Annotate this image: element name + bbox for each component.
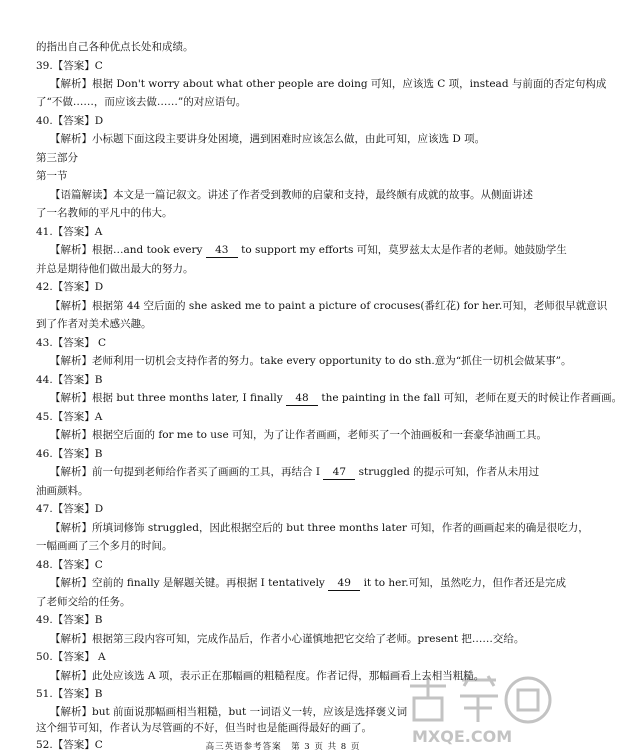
question-40-explanation: 【解析】小标题下面这段主要讲身处困境，遇到困难时应该怎么做，由此可知，应该选 D 项。 [50, 133, 486, 145]
question-42-answer: 42.【答案】D [36, 281, 104, 293]
text-line: 了“不做……，而应该去做……”的对应语句。 [36, 96, 247, 108]
section-title: 第三部分 [36, 152, 78, 164]
question-52-answer: 52.【答案】C [36, 739, 103, 751]
text-segment: the painting in the fall 可知，老师在夏天的时候让作者画画。 [321, 392, 622, 404]
svg-text:MXQE.COM: MXQE.COM [412, 727, 513, 746]
question-49-answer: 49.【答案】B [36, 614, 103, 626]
question-51-answer: 51.【答案】B [36, 688, 103, 700]
question-48-explanation [50, 576, 566, 591]
text-line: 到了作者对美术感兴趣。 [36, 318, 152, 330]
question-39-explanation: 【解析】根据 Don't worry about what other people are doing 可知，应该选 C 项，instead 与前面的否定句构成 [50, 78, 607, 90]
text-segment: 【解析】根据 but three months later, I finally [50, 392, 283, 404]
text-segment: 【解析】空前的 finally 是解题关键。再根据 I tentatively [50, 577, 325, 589]
text-line: 并总是期待他们做出最大的努力。 [36, 263, 194, 275]
page-footer: 高三英语参考答案 第 3 页 共 8 页 [205, 742, 361, 752]
question-39-answer: 39.【答案】C [36, 60, 103, 72]
question-46-answer: 46.【答案】B [36, 448, 103, 460]
question-41-answer: 41.【答案】A [36, 226, 103, 238]
text-segment: it to her.可知，虽然吃力，但作者还是完成 [363, 577, 567, 589]
blank-43: 43 [206, 243, 238, 258]
question-44-explanation [50, 391, 622, 406]
text-segment: struggled 的提示可知，作者从未用过 [358, 466, 540, 478]
blank-48: 48 [286, 391, 318, 406]
text-segment: 【解析】根据…and took every [50, 244, 203, 256]
text-line: 的指出自己各种优点长处和成绩。 [36, 41, 194, 53]
question-51-explanation: 【解析】but 前面说那幅画相当粗糙，but 一词语义一转，应该是选择褒义词 [50, 706, 408, 718]
question-47-explanation: 【解析】所填词修饰 struggled，因此根据空后的 but three months later 可知，作者的画画起来的确是很吃力， [50, 522, 589, 534]
question-40-answer: 40.【答案】D [36, 115, 104, 127]
subsection-title: 第一节 [36, 170, 68, 182]
blank-47: 47 [323, 465, 355, 480]
passage-summary: 【语篇解读】本文是一篇记叙文。讲述了作者受到教师的启蒙和支持，最终颇有成就的故事。从侧面讲述 [50, 189, 533, 201]
blank-49: 49 [328, 576, 360, 591]
question-44-answer: 44.【答案】B [36, 374, 103, 386]
question-41-explanation [50, 243, 566, 258]
text-segment: to support my efforts 可知，莫罗兹太太是作者的老师。她鼓励学生 [241, 244, 567, 256]
question-43-explanation: 【解析】老师利用一切机会支持作者的努力。take every opportunity to do sth.意为“抓住一切机会做某事”。 [50, 355, 572, 367]
question-46-explanation [50, 465, 566, 480]
text-segment: 【解析】前一句提到老师给作者买了画画的工具，再结合 I [50, 466, 320, 478]
question-45-explanation: 【解析】根据空后面的 for me to use 可知，为了让作者画画，老师买了一个油画板和一套豪华油画工具。 [50, 429, 547, 441]
question-50-explanation: 【解析】此处应该选 A 项，表示正在那幅画的粗糙程度。作者记得，那幅画看上去相当粗糙。 [50, 670, 485, 682]
question-50-answer: 50.【答案】 A [36, 651, 106, 663]
text-line: 油画颜料。 [36, 485, 89, 497]
question-42-explanation: 【解析】根据第 44 空后面的 she asked me to paint a picture of crocuses(番红花) for her.可知，老师很早就意识 [50, 300, 608, 312]
text-line: 这个细节可知，作者认为尽管画的不好，但当时也是能画得最好的画了。 [36, 722, 372, 734]
question-49-explanation: 【解析】根据第三段内容可知，完成作品后，作者小心谨慎地把它交给了老师。present 把……交给。 [50, 633, 525, 645]
text-line: 一幅画画了三个多月的时间。 [36, 540, 173, 552]
question-47-answer: 47.【答案】D [36, 503, 104, 515]
question-43-answer: 43.【答案】 C [36, 337, 107, 349]
question-45-answer: 45.【答案】A [36, 411, 103, 423]
text-line: 了老师交给的任务。 [36, 596, 131, 608]
text-line: 了一名教师的平凡中的伟大。 [36, 207, 173, 219]
question-48-answer: 48.【答案】C [36, 559, 103, 571]
